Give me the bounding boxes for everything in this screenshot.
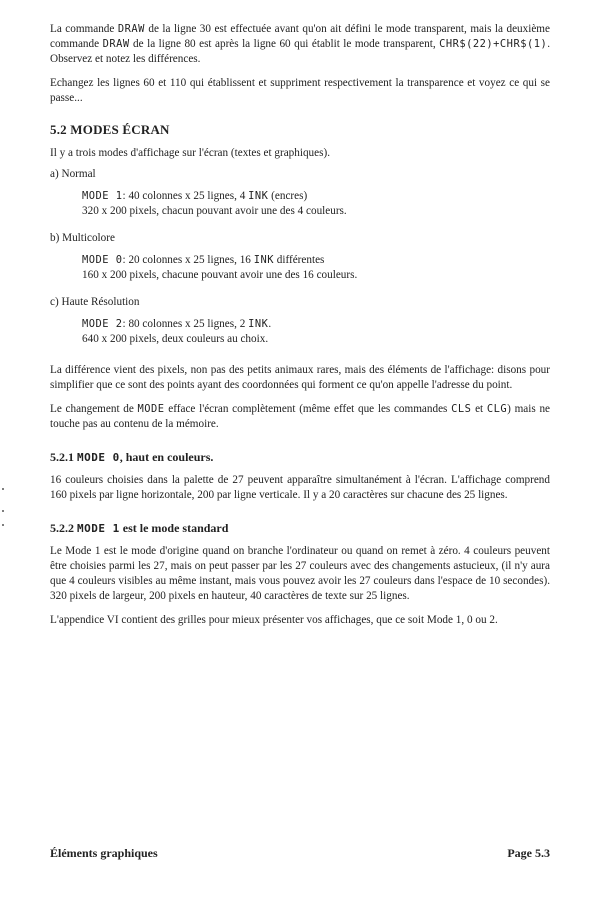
mode-item-multicolore	[50, 231, 550, 283]
code-mode: MODE 1	[77, 522, 120, 535]
code-ink: INK	[253, 254, 274, 266]
mode-label: c) Haute Résolution	[50, 296, 140, 308]
section-title-5-2-1: 5.2.1 MODE 0, haut en couleurs.	[50, 450, 214, 464]
mode-item-normal	[50, 167, 550, 219]
section-title-5-2: 5.2 MODES ÉCRAN	[50, 122, 170, 137]
code-clg: CLG	[486, 403, 508, 415]
mode-description: MODE 1: 40 colonnes x 25 lignes, 4 INK (encres) 320 x 200 pixels, chacun pouvant avoir une des 4 couleurs.	[82, 190, 347, 217]
paragraph-mode-1: Le Mode 1 est le mode d'origine quand on branche l'ordinateur ou quand on remet à zéro. 4 couleurs peuvent être choisies parmi les 27, mais on peut passer par les 27 couleurs avec des changements astucieux, (il n'y aura que 4 couleurs visibles au même instant, mais vous pouvez avoir les 27 couleurs dans l'espace de 10 secondes). 320 pixels de largeur, 200 pixels en hauteur, 40 caractères de texte sur 25 lignes.	[50, 545, 550, 602]
paragraph-mode-0: 16 couleurs choisies dans la palette de 27 peuvent apparaître simultanément à l'écran. L'affichage comprend 160 pixels par ligne horizontale, 200 par ligne verticale. Il y a 20 caractères sur chacune des 25 lignes.	[50, 474, 550, 501]
mode-label: a) Normal	[50, 168, 96, 180]
footer-chapter-title: Éléments graphiques	[50, 846, 158, 860]
code-mode: MODE 1	[82, 190, 123, 202]
document-page	[50, 22, 550, 637]
paragraph-draw-commands: La commande DRAW de la ligne 30 est effectuée avant qu'on ait défini le mode transparent, mais la deuxième commande DRAW de la ligne 80 est après la ligne 60 qui établit le mode transparent, CHR$(22)+CHR$(1). Observez et notez les différences.	[50, 23, 551, 65]
paragraph-exchange-lines: Echangez les lignes 60 et 110 qui établissent et suppriment respectivement la transparence et voyez ce qui se passe...	[50, 77, 550, 104]
code-mode: MODE 0	[82, 254, 123, 266]
section-title-5-2-2: 5.2.2 MODE 1 est le mode standard	[50, 521, 229, 535]
paragraph-pixels: La différence vient des pixels, non pas des petits animaux rares, mais des éléments de l'affichage: disons pour simplifier que ce sont des points ayant des coordonnées qui forment ce qu'on appelle l'adresse du point.	[50, 364, 550, 391]
code-ink: INK	[248, 318, 269, 330]
code-cls: CLS	[451, 403, 472, 415]
section-intro: Il y a trois modes d'affichage sur l'écran (textes et graphiques).	[50, 147, 330, 159]
mode-label: b) Multicolore	[50, 232, 115, 244]
code-draw: DRAW	[117, 23, 145, 35]
code-mode: MODE 0	[77, 451, 120, 464]
mode-item-haute-resolution	[50, 295, 550, 347]
code-ink: INK	[248, 190, 269, 202]
code-mode: MODE	[137, 403, 165, 415]
code-mode: MODE 2	[82, 318, 123, 330]
mode-description: MODE 2: 80 colonnes x 25 lignes, 2 INK. 640 x 200 pixels, deux couleurs au choix.	[82, 318, 272, 345]
paragraph-appendix: L'appendice VI contient des grilles pour mieux présenter vos affichages, que ce soit Mode 1, 0 ou 2.	[50, 614, 498, 626]
mode-description: MODE 0: 20 colonnes x 25 lignes, 16 INK différentes 160 x 200 pixels, chacune pouvant avoir une des 16 couleurs.	[82, 254, 358, 281]
code-draw: DRAW	[102, 38, 130, 50]
paragraph-mode-change: Le changement de MODE efface l'écran complètement (même effet que les commandes CLS et CLG) mais ne touche pas au contenu de la mémoire.	[50, 403, 550, 430]
code-chr: CHR$(22)+CHR$(1)	[439, 38, 548, 50]
page-number: Page 5.3	[507, 846, 550, 860]
